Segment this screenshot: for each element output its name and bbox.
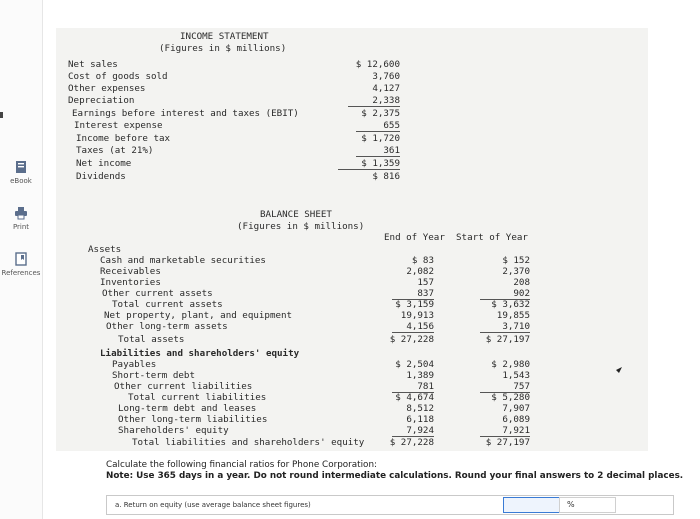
question-intro: Calculate the following financial ratios for Phone Corporation: xyxy=(106,460,377,470)
balance-row-start-value: 902 xyxy=(480,288,530,300)
income-row-value: $ 2,375 xyxy=(361,108,400,119)
income-row-label: Earnings before interest and taxes (EBIT) xyxy=(72,108,299,119)
balance-row-end-value: 4,156 xyxy=(392,321,434,333)
balance-row-end-value: 7,924 xyxy=(392,425,434,437)
column-header-start-of-year: Start of Year xyxy=(456,232,528,243)
income-row-value: 361 xyxy=(356,145,400,157)
balance-row-start-value: $ 152 xyxy=(502,255,530,266)
balance-sheet-subtitle: (Figures in $ millions) xyxy=(237,221,365,232)
income-row-label: Taxes (at 21%) xyxy=(76,145,154,156)
answer-row-part-a xyxy=(106,495,674,515)
balance-row-start-value: 1,543 xyxy=(502,370,530,381)
income-row-value: 655 xyxy=(356,120,400,132)
balance-row-end-value: 781 xyxy=(392,381,434,393)
balance-row-label: Total liabilities and shareholders' equity xyxy=(132,437,365,448)
balance-row-end-value: 157 xyxy=(417,277,434,288)
balance-row-end-value: 6,118 xyxy=(406,414,434,425)
percent-unit: % xyxy=(567,500,575,509)
balance-row-label: Cash and marketable securities xyxy=(100,255,266,266)
balance-row-start-value: 7,907 xyxy=(502,403,530,414)
balance-row-start-value: $ 5,280 xyxy=(491,392,530,403)
income-row-value: 3,760 xyxy=(372,71,400,82)
income-row-label: Income before tax xyxy=(76,133,171,144)
income-row-value: 4,127 xyxy=(372,83,400,94)
income-row-label: Interest expense xyxy=(74,120,163,131)
answer-input-part-a[interactable] xyxy=(503,497,560,513)
sidebar-item-label: Print xyxy=(12,223,30,231)
balance-row-label: Long-term debt and leases xyxy=(118,403,257,414)
balance-section-header: Assets xyxy=(88,244,122,255)
balance-sheet-title: BALANCE SHEET xyxy=(260,209,332,220)
income-row-value: $ 12,600 xyxy=(355,59,400,70)
balance-row-start-value: $ 27,197 xyxy=(485,334,530,345)
balance-row-label: Other current liabilities xyxy=(114,381,253,392)
ebook-icon xyxy=(14,160,28,174)
sidebar xyxy=(0,0,43,519)
income-row-label: Dividends xyxy=(76,171,126,182)
income-row-label: Depreciation xyxy=(68,95,135,106)
balance-row-label: Total current assets xyxy=(112,299,223,310)
mouse-cursor-icon xyxy=(616,367,622,373)
balance-row-end-value: 1,389 xyxy=(406,370,434,381)
income-row-label: Net sales xyxy=(68,59,118,70)
balance-row-label: Other long-term liabilities xyxy=(118,414,268,425)
balance-row-start-value: 3,710 xyxy=(480,321,530,333)
balance-row-label: Total current liabilities xyxy=(128,392,267,403)
balance-row-label: Payables xyxy=(112,359,157,370)
balance-row-label: Net property, plant, and equipment xyxy=(104,310,293,321)
balance-row-label: Short-term debt xyxy=(112,370,195,381)
sidebar-edge-marker xyxy=(0,112,3,118)
sidebar-item-ebook[interactable] xyxy=(0,160,42,185)
balance-row-label: Other long-term assets xyxy=(106,321,228,332)
balance-row-end-value: $ 27,228 xyxy=(389,334,434,345)
balance-row-end-value: $ 27,228 xyxy=(389,437,434,448)
balance-row-start-value: 2,370 xyxy=(502,266,530,277)
balance-row-end-value: $ 83 xyxy=(411,255,434,266)
income-row-value: $ 816 xyxy=(372,171,400,182)
balance-row-start-value: 208 xyxy=(513,277,530,288)
balance-row-start-value: 19,855 xyxy=(496,310,530,321)
balance-row-label: Shareholders' equity xyxy=(118,425,229,436)
balance-row-label: Total assets xyxy=(118,334,185,345)
balance-row-end-value: 8,512 xyxy=(406,403,434,414)
income-row-label: Net income xyxy=(76,158,132,169)
income-row-value: $ 1,359 xyxy=(338,158,400,170)
balance-row-end-value: $ 2,504 xyxy=(395,359,434,370)
answer-label-part-a: a. Return on equity (use average balance sheet figures) xyxy=(115,501,311,509)
balance-row-start-value: $ 2,980 xyxy=(491,359,530,370)
balance-row-label: Other current assets xyxy=(102,288,213,299)
income-row-value: 2,338 xyxy=(348,95,400,107)
column-header-end-of-year: End of Year xyxy=(384,232,445,243)
sidebar-item-label: References xyxy=(1,269,41,277)
references-icon xyxy=(14,252,28,266)
income-row-label: Cost of goods sold xyxy=(68,71,168,82)
sidebar-item-references[interactable] xyxy=(0,252,42,277)
income-row-value: $ 1,720 xyxy=(361,133,400,144)
income-statement-title: INCOME STATEMENT xyxy=(180,31,269,42)
sidebar-item-label: eBook xyxy=(10,177,32,185)
income-row-label: Other expenses xyxy=(68,83,146,94)
financial-statements-panel xyxy=(56,28,648,451)
balance-row-start-value: 757 xyxy=(480,381,530,393)
balance-row-start-value: $ 27,197 xyxy=(485,437,530,448)
balance-row-start-value: 6,089 xyxy=(502,414,530,425)
balance-row-end-value: $ 4,674 xyxy=(395,392,434,403)
balance-row-end-value: 2,082 xyxy=(406,266,434,277)
print-icon xyxy=(14,206,28,220)
sidebar-item-print[interactable] xyxy=(0,206,42,231)
balance-row-end-value: 19,913 xyxy=(400,310,434,321)
balance-section-header: Liabilities and shareholders' equity xyxy=(100,348,300,359)
balance-row-label: Inventories xyxy=(100,277,161,288)
balance-row-end-value: 837 xyxy=(392,288,434,300)
question-note: Note: Use 365 days in a year. Do not round intermediate calculations. Round your final answers to 2 decimal places. xyxy=(106,471,684,481)
income-statement-subtitle: (Figures in $ millions) xyxy=(159,43,287,54)
balance-row-start-value: $ 3,632 xyxy=(491,299,530,310)
balance-row-end-value: $ 3,159 xyxy=(395,299,434,310)
balance-row-start-value: 7,921 xyxy=(480,425,530,437)
balance-row-label: Receivables xyxy=(100,266,161,277)
